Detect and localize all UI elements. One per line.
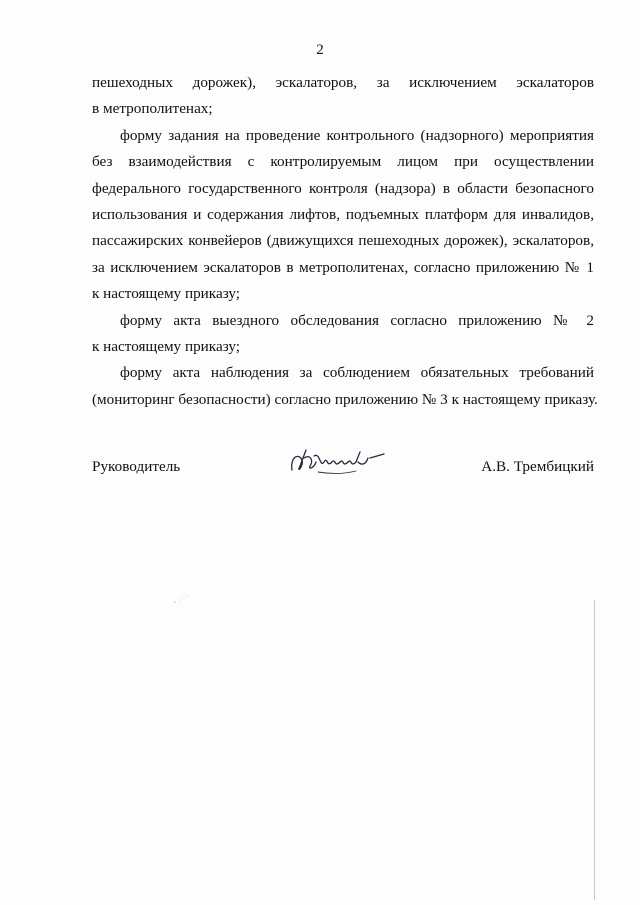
page-number: 2 <box>316 42 324 58</box>
text-line: за исключением эскалаторов в метрополитенах, согласно приложению № 1 <box>92 258 594 276</box>
text-line: форму акта наблюдения за соблюдением обязательных требований <box>120 364 594 382</box>
text-line: к настоящему приказу; <box>92 338 240 356</box>
signatory-role: Руководитель <box>92 458 181 475</box>
scan-edge-line <box>594 600 595 900</box>
text-line: федерального государственного контроля (надзора) в области безопасного <box>92 179 594 197</box>
signatory-name: А.В. Трембицкий <box>481 458 594 475</box>
paragraph <box>92 123 594 308</box>
signature-block <box>92 458 594 498</box>
text-line: пешеходных дорожек), эскалаторов, за исключением эскалаторов <box>92 74 594 91</box>
text-line: без взаимодействия с контролируемым лицом при осуществлении <box>92 153 594 171</box>
document-body <box>92 70 598 413</box>
handwritten-signature <box>284 444 394 484</box>
text-line: (мониторинг безопасности) согласно приложению № 3 к настоящему приказу. <box>92 390 598 408</box>
text-line: пассажирских конвейеров (движущихся пешеходных дорожек), эскалаторов, <box>92 232 594 250</box>
text-line: к настоящему приказу; <box>92 285 240 303</box>
text-line: в метрополитенах; <box>92 100 213 118</box>
paragraph <box>92 360 598 413</box>
paragraph <box>92 308 594 361</box>
scan-speck <box>172 594 192 606</box>
paragraph <box>92 70 594 123</box>
text-line: форму задания на проведение контрольного (надзорного) мероприятия <box>120 126 594 144</box>
text-line: форму акта выездного обследования согласно приложению № 2 <box>120 311 594 329</box>
text-line: использования и содержания лифтов, подъемных платформ для инвалидов, <box>92 206 594 224</box>
